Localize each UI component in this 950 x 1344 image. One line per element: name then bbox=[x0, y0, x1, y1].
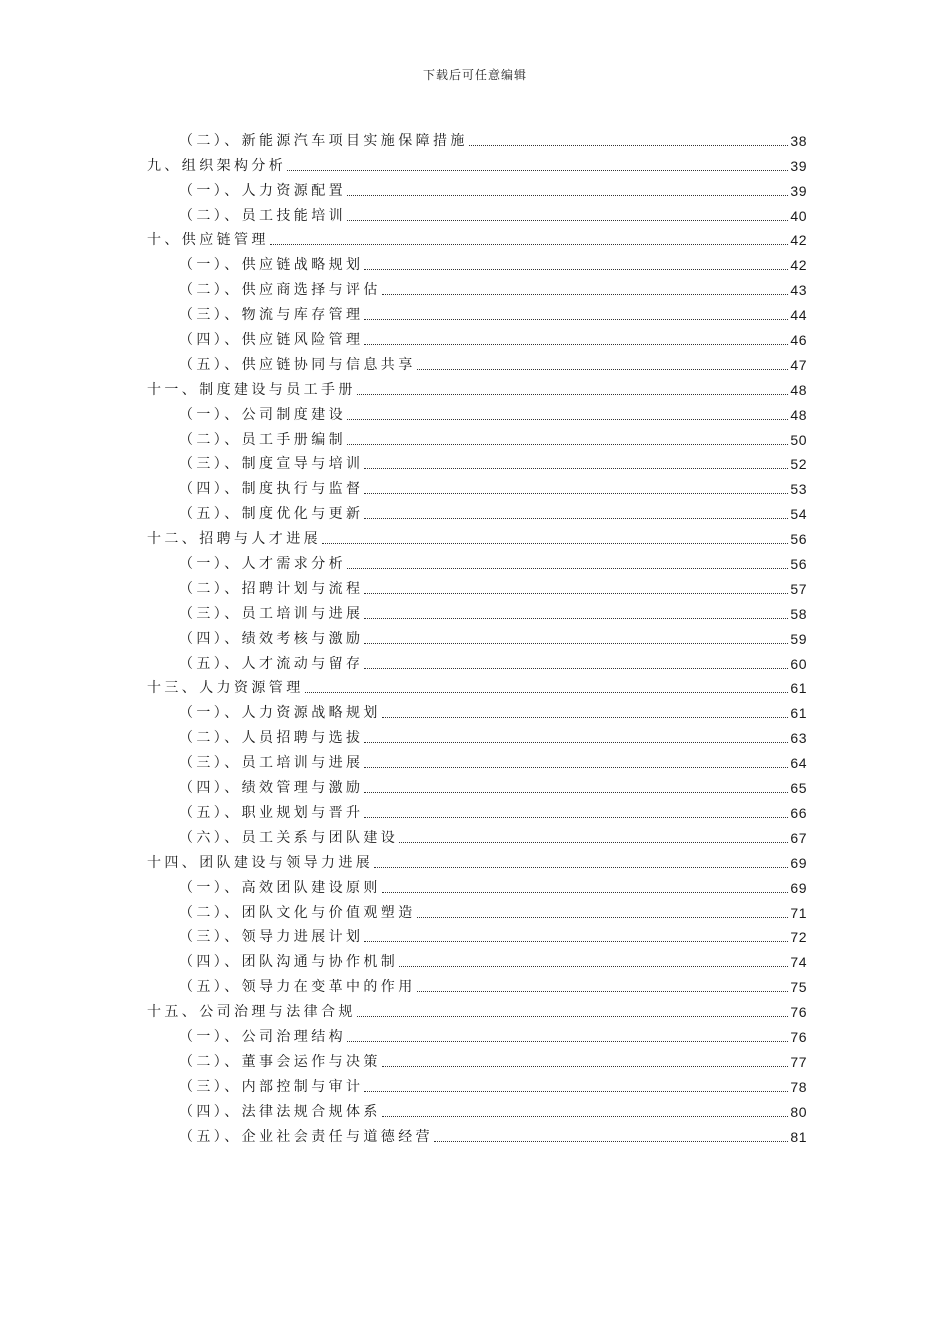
toc-section-entry[interactable] bbox=[147, 722, 807, 747]
toc-entry-title: （五）、人才流动与留存 bbox=[179, 655, 364, 672]
toc-entry-title: （二）、员工技能培训 bbox=[179, 207, 346, 224]
toc-section-entry[interactable] bbox=[147, 573, 807, 598]
toc-dot-leader bbox=[382, 1116, 789, 1117]
toc-entry-title: （一）、供应链战略规划 bbox=[179, 257, 364, 274]
toc-dot-leader bbox=[364, 518, 788, 519]
toc-entry-title: （三）、物流与库存管理 bbox=[179, 307, 364, 324]
toc-dot-leader bbox=[364, 319, 788, 320]
toc-dot-leader bbox=[399, 966, 788, 967]
toc-entry-title: 十、供应链管理 bbox=[147, 232, 269, 249]
toc-entry-title: （二）、新能源汽车项目实施保障措施 bbox=[179, 132, 468, 149]
toc-dot-leader bbox=[347, 220, 788, 221]
toc-page-number: 77 bbox=[790, 1053, 807, 1070]
toc-entry-title: （二）、供应商选择与评估 bbox=[179, 282, 381, 299]
toc-page-number: 52 bbox=[790, 456, 807, 473]
toc-section-entry[interactable] bbox=[147, 1021, 807, 1046]
toc-section-entry[interactable] bbox=[147, 1046, 807, 1071]
toc-page-number: 66 bbox=[790, 804, 807, 821]
toc-section-entry[interactable] bbox=[147, 822, 807, 847]
toc-dot-leader bbox=[347, 195, 788, 196]
toc-entry-title: （三）、员工培训与进展 bbox=[179, 755, 364, 772]
toc-dot-leader bbox=[364, 767, 788, 768]
toc-dot-leader bbox=[364, 643, 788, 644]
toc-section-entry[interactable] bbox=[147, 772, 807, 797]
toc-section-entry[interactable] bbox=[147, 1121, 807, 1146]
toc-section-entry[interactable] bbox=[147, 324, 807, 349]
toc-entry-title: （四）、绩效考核与激励 bbox=[179, 630, 364, 647]
toc-page-number: 53 bbox=[790, 481, 807, 498]
toc-dot-leader bbox=[322, 543, 788, 544]
toc-page-number: 50 bbox=[790, 431, 807, 448]
toc-entry-title: （一）、公司制度建设 bbox=[179, 406, 346, 423]
toc-entry-title: （四）、绩效管理与激励 bbox=[179, 780, 364, 797]
toc-dot-leader bbox=[469, 145, 789, 146]
toc-dot-leader bbox=[364, 668, 788, 669]
toc-page-number: 81 bbox=[790, 1128, 807, 1145]
toc-page-number: 63 bbox=[790, 730, 807, 747]
toc-page-number: 65 bbox=[790, 780, 807, 797]
toc-page-number: 56 bbox=[790, 556, 807, 573]
toc-entry-title: （四）、供应链风险管理 bbox=[179, 332, 364, 349]
toc-section-entry[interactable] bbox=[147, 623, 807, 648]
toc-page-number: 74 bbox=[790, 954, 807, 971]
toc-dot-leader bbox=[347, 444, 788, 445]
toc-entry-title: （五）、供应链协同与信息共享 bbox=[179, 356, 416, 373]
toc-dot-leader bbox=[417, 369, 789, 370]
toc-chapter-entry[interactable] bbox=[147, 150, 807, 175]
toc-page-number: 61 bbox=[790, 705, 807, 722]
toc-page-number: 48 bbox=[790, 381, 807, 398]
toc-page-number: 71 bbox=[790, 904, 807, 921]
toc-entry-title: （五）、企业社会责任与道德经营 bbox=[179, 1128, 433, 1145]
toc-entry-title: （二）、招聘计划与流程 bbox=[179, 580, 364, 597]
toc-dot-leader bbox=[434, 1141, 788, 1142]
toc-page-number: 56 bbox=[790, 531, 807, 548]
toc-section-entry[interactable] bbox=[147, 424, 807, 449]
toc-dot-leader bbox=[347, 419, 788, 420]
toc-dot-leader bbox=[347, 1041, 788, 1042]
toc-page-number: 76 bbox=[790, 1004, 807, 1021]
toc-section-entry[interactable] bbox=[147, 249, 807, 274]
toc-page-number: 43 bbox=[790, 282, 807, 299]
toc-entry-title: （三）、领导力进展计划 bbox=[179, 929, 364, 946]
toc-page-number: 78 bbox=[790, 1078, 807, 1095]
toc-section-entry[interactable] bbox=[147, 200, 807, 225]
toc-chapter-entry[interactable] bbox=[147, 847, 807, 872]
toc-page-number: 61 bbox=[790, 680, 807, 697]
toc-dot-leader bbox=[347, 568, 788, 569]
toc-page-number: 42 bbox=[790, 257, 807, 274]
toc-dot-leader bbox=[364, 941, 788, 942]
toc-dot-leader bbox=[364, 817, 788, 818]
page-header: 下载后可任意编辑 bbox=[422, 68, 527, 82]
toc-page-number: 47 bbox=[790, 356, 807, 373]
toc-section-entry[interactable] bbox=[147, 922, 807, 947]
toc-dot-leader bbox=[364, 742, 788, 743]
toc-entry-title: （一）、高效团队建设原则 bbox=[179, 879, 381, 896]
toc-page-number: 58 bbox=[790, 605, 807, 622]
toc-dot-leader bbox=[305, 692, 789, 693]
toc-entry-title: （二）、团队文化与价值观塑造 bbox=[179, 904, 416, 921]
toc-entry-title: （一）、人力资源战略规划 bbox=[179, 705, 381, 722]
toc-section-entry[interactable] bbox=[147, 897, 807, 922]
toc-chapter-entry[interactable] bbox=[147, 374, 807, 399]
toc-entry-title: 十五、公司治理与法律合规 bbox=[147, 1004, 356, 1021]
toc-dot-leader bbox=[382, 892, 789, 893]
toc-section-entry[interactable] bbox=[147, 1071, 807, 1096]
toc-page-number: 80 bbox=[790, 1103, 807, 1120]
toc-entry-title: 十二、招聘与人才进展 bbox=[147, 531, 321, 548]
toc-dot-leader bbox=[399, 842, 788, 843]
toc-section-entry[interactable] bbox=[147, 473, 807, 498]
toc-section-entry[interactable] bbox=[147, 598, 807, 623]
toc-dot-leader bbox=[364, 468, 788, 469]
toc-page-number: 72 bbox=[790, 929, 807, 946]
toc-dot-leader bbox=[364, 593, 788, 594]
toc-dot-leader bbox=[357, 1016, 789, 1017]
toc-section-entry[interactable] bbox=[147, 971, 807, 996]
toc-entry-title: 十四、团队建设与领导力进展 bbox=[147, 854, 374, 871]
toc-entry-title: （三）、制度宣导与培训 bbox=[179, 456, 364, 473]
toc-chapter-entry[interactable] bbox=[147, 523, 807, 548]
toc-page-number: 57 bbox=[790, 580, 807, 597]
toc-dot-leader bbox=[364, 618, 788, 619]
toc-entry-title: （二）、人员招聘与选拔 bbox=[179, 730, 364, 747]
toc-section-entry[interactable] bbox=[147, 125, 807, 150]
toc-chapter-entry[interactable] bbox=[147, 996, 807, 1021]
toc-dot-leader bbox=[364, 1091, 788, 1092]
toc-page-number: 69 bbox=[790, 854, 807, 871]
toc-dot-leader bbox=[382, 717, 789, 718]
toc-dot-leader bbox=[364, 269, 788, 270]
toc-section-entry[interactable] bbox=[147, 548, 807, 573]
toc-entry-title: 十三、人力资源管理 bbox=[147, 680, 304, 697]
toc-dot-leader bbox=[382, 294, 789, 295]
toc-page-number: 60 bbox=[790, 655, 807, 672]
toc-page-number: 42 bbox=[790, 232, 807, 249]
toc-entry-title: 十一、制度建设与员工手册 bbox=[147, 381, 356, 398]
toc-entry-title: （四）、制度执行与监督 bbox=[179, 481, 364, 498]
toc-section-entry[interactable] bbox=[147, 274, 807, 299]
toc-section-entry[interactable] bbox=[147, 399, 807, 424]
toc-dot-leader bbox=[287, 170, 788, 171]
toc-chapter-entry[interactable] bbox=[147, 225, 807, 250]
toc-entry-title: （五）、领导力在变革中的作用 bbox=[179, 979, 416, 996]
toc-entry-title: （三）、员工培训与进展 bbox=[179, 605, 364, 622]
toc-section-entry[interactable] bbox=[147, 175, 807, 200]
toc-page-number: 39 bbox=[790, 182, 807, 199]
toc-dot-leader bbox=[357, 394, 789, 395]
toc-section-entry[interactable] bbox=[147, 498, 807, 523]
toc-page-number: 44 bbox=[790, 307, 807, 324]
toc-dot-leader bbox=[364, 792, 788, 793]
toc-page-number: 38 bbox=[790, 132, 807, 149]
toc-dot-leader bbox=[382, 1066, 789, 1067]
toc-section-entry[interactable] bbox=[147, 648, 807, 673]
toc-section-entry[interactable] bbox=[147, 946, 807, 971]
toc-entry-title: （六）、员工关系与团队建设 bbox=[179, 829, 399, 846]
toc-section-entry[interactable] bbox=[147, 449, 807, 474]
toc-section-entry[interactable] bbox=[147, 1096, 807, 1121]
toc-dot-leader bbox=[364, 344, 788, 345]
table-of-contents bbox=[147, 125, 807, 1146]
toc-entry-title: （四）、法律法规合规体系 bbox=[179, 1103, 381, 1120]
toc-page-number: 59 bbox=[790, 630, 807, 647]
toc-dot-leader bbox=[270, 244, 789, 245]
toc-entry-title: （二）、董事会运作与决策 bbox=[179, 1053, 381, 1070]
toc-dot-leader bbox=[374, 867, 788, 868]
toc-entry-title: （五）、制度优化与更新 bbox=[179, 506, 364, 523]
toc-dot-leader bbox=[417, 917, 789, 918]
toc-entry-title: （一）、公司治理结构 bbox=[179, 1028, 346, 1045]
toc-page-number: 67 bbox=[790, 829, 807, 846]
toc-chapter-entry[interactable] bbox=[147, 673, 807, 698]
toc-entry-title: （四）、团队沟通与协作机制 bbox=[179, 954, 399, 971]
toc-entry-title: （一）、人力资源配置 bbox=[179, 182, 346, 199]
toc-page-number: 39 bbox=[790, 157, 807, 174]
toc-section-entry[interactable] bbox=[147, 797, 807, 822]
toc-entry-title: （一）、人才需求分析 bbox=[179, 556, 346, 573]
toc-section-entry[interactable] bbox=[147, 697, 807, 722]
toc-page-number: 48 bbox=[790, 406, 807, 423]
toc-entry-title: （五）、职业规划与晋升 bbox=[179, 804, 364, 821]
toc-entry-title: 九、组织架构分析 bbox=[147, 157, 287, 174]
toc-section-entry[interactable] bbox=[147, 872, 807, 897]
toc-section-entry[interactable] bbox=[147, 747, 807, 772]
toc-section-entry[interactable] bbox=[147, 299, 807, 324]
toc-page-number: 76 bbox=[790, 1028, 807, 1045]
toc-entry-title: （三）、内部控制与审计 bbox=[179, 1078, 364, 1095]
toc-page-number: 46 bbox=[790, 332, 807, 349]
toc-page-number: 40 bbox=[790, 207, 807, 224]
toc-dot-leader bbox=[417, 991, 789, 992]
toc-page-number: 54 bbox=[790, 506, 807, 523]
toc-section-entry[interactable] bbox=[147, 349, 807, 374]
toc-page-number: 69 bbox=[790, 879, 807, 896]
toc-entry-title: （二）、员工手册编制 bbox=[179, 431, 346, 448]
toc-page-number: 64 bbox=[790, 755, 807, 772]
toc-page-number: 75 bbox=[790, 979, 807, 996]
toc-dot-leader bbox=[364, 493, 788, 494]
